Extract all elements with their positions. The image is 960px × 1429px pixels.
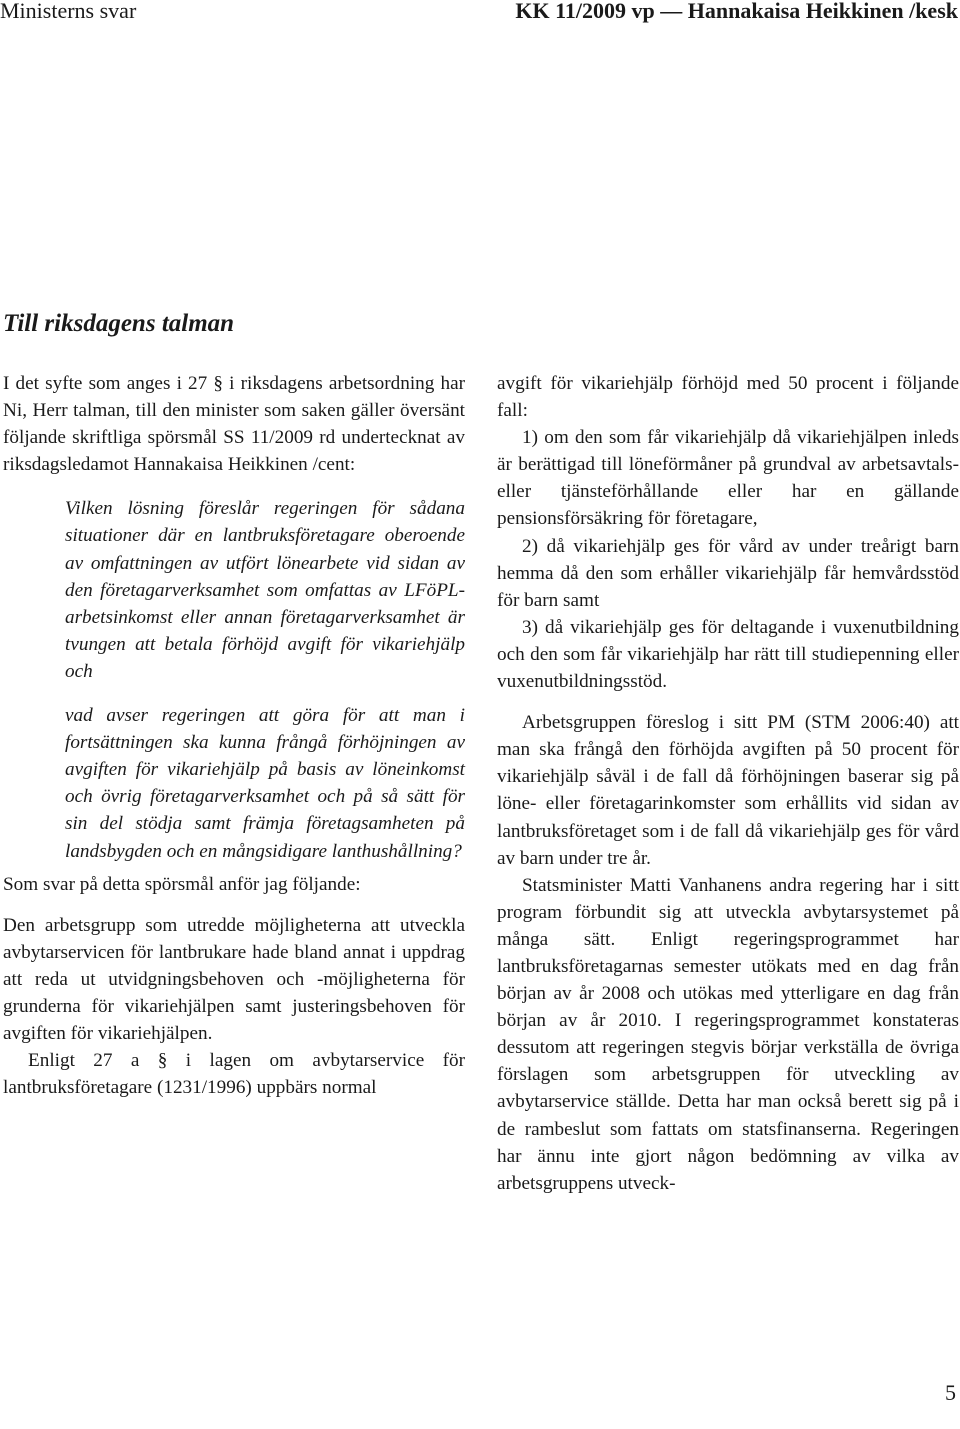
- page-title: Till riksdagens talman: [3, 310, 235, 337]
- header-section-label: Ministerns svar: [0, 0, 137, 23]
- right-column: [497, 370, 959, 1197]
- right-paragraph-2: Arbetsgruppen föreslog i sitt PM (STM 2006:40) att man ska frångå den förhöjda avgiften på 50 procent för vikariehjälp såväl i de fall då förhöjningen baserar sig på löne- eller företagarinkomster som erhållits vid sidan av lantbruksföretaget som i de fall då vikariehjälp ges för vård av barn under tre år.: [497, 712, 959, 869]
- left-column: [3, 370, 465, 1101]
- intro-paragraph: I det syfte som anges i 27 § i riksdagens arbetsordning har Ni, Herr talman, till den minister som saken gäller översänt följande skriftliga spörsmål SS 11/2009 rd undertecknat av riksdagsledamot Hannakaisa Heikkinen /cent:: [3, 373, 465, 476]
- question-2: vad avser regeringen att göra för att man i fortsättningen ska kunna frångå förhöjningen av avgiften för vikariehjälp på basis av löneinkomst och övrig företagarverksamhet och på så sätt för sin del stödja samt främja företagsamheten på landsbygden och en mångsidigare lanthushållning?: [65, 705, 465, 862]
- list-item-3: 3) då vikariehjälp ges för deltagande i vuxenutbildning och den som får vikariehjälp har rätt till studiepenning eller vuxenutbildningsstöd.: [497, 616, 959, 693]
- page-number: 5: [945, 1380, 956, 1405]
- right-paragraph-3: Statsminister Matti Vanhanens andra regering har i sitt program förbundit sig att utveckla avbytarsystemet på många sätt. Enligt regeringsprogrammet har lantbruksföretagarnas semester utökats med en dag från början av år 2008 och utökas med ytterligare en dag från början av år 2010. I regeringsprogrammet konstateras dessutom att regeringen stegvis börjar verkställa de övriga förslagen som arbetsgruppen för utveckling av avbytarservice ställde. Detta har man också berett sig på i de rambeslut som fattats om statsfinanserna. Regeringen har ännu inte gjort någon bedömning av vilka av arbetsgruppens utveck-: [497, 874, 959, 1194]
- question-1: Vilken lösning föreslår regeringen för sådana situationer där en lantbruksföretagare oberoende av omfattningen av utfört lönearbete vid sidan av den företagarverksamhet som omfattas av LFöPL-arbetsinkomst eller annan företagarverksamhet är tvungen att betala förhöjd avgift för vikariehjälp och: [65, 498, 465, 682]
- header-document-reference: KK 11/2009 vp — Hannakaisa Heikkinen /kesk: [515, 0, 958, 23]
- list-item-2: 2) då vikariehjälp ges för vård av under treårigt barn hemma då den som erhåller vikariehjälp får hemvårdsstöd för barn samt: [497, 535, 959, 611]
- answer-paragraph-2: Enligt 27 a § i lagen om avbytarservice för lantbruksföretagare (1231/1996) uppbärs normal: [3, 1050, 465, 1099]
- right-paragraph-1: avgift för vikariehjälp förhöjd med 50 procent i följande fall:: [497, 373, 959, 422]
- list-item-1: 1) om den som får vikariehjälp då vikariehjälpen inleds är berättigad till löneförmåner på grundval av arbetsavtals- eller tjänsteförhållande eller har en gällande pensionsförsäkring för företagare,: [497, 427, 959, 530]
- answer-paragraph-1: Den arbetsgrupp som utredde möjligheterna att utveckla avbytarservicen för lantbrukare hade bland annat i uppdrag att reda ut utvidgningsbehoven och -möjligheterna för grunderna för vikariehjälpen samt justeringsbehoven för avgiften för vikariehjälpen.: [3, 914, 465, 1045]
- answer-intro: Som svar på detta spörsmål anför jag följande:: [3, 873, 361, 895]
